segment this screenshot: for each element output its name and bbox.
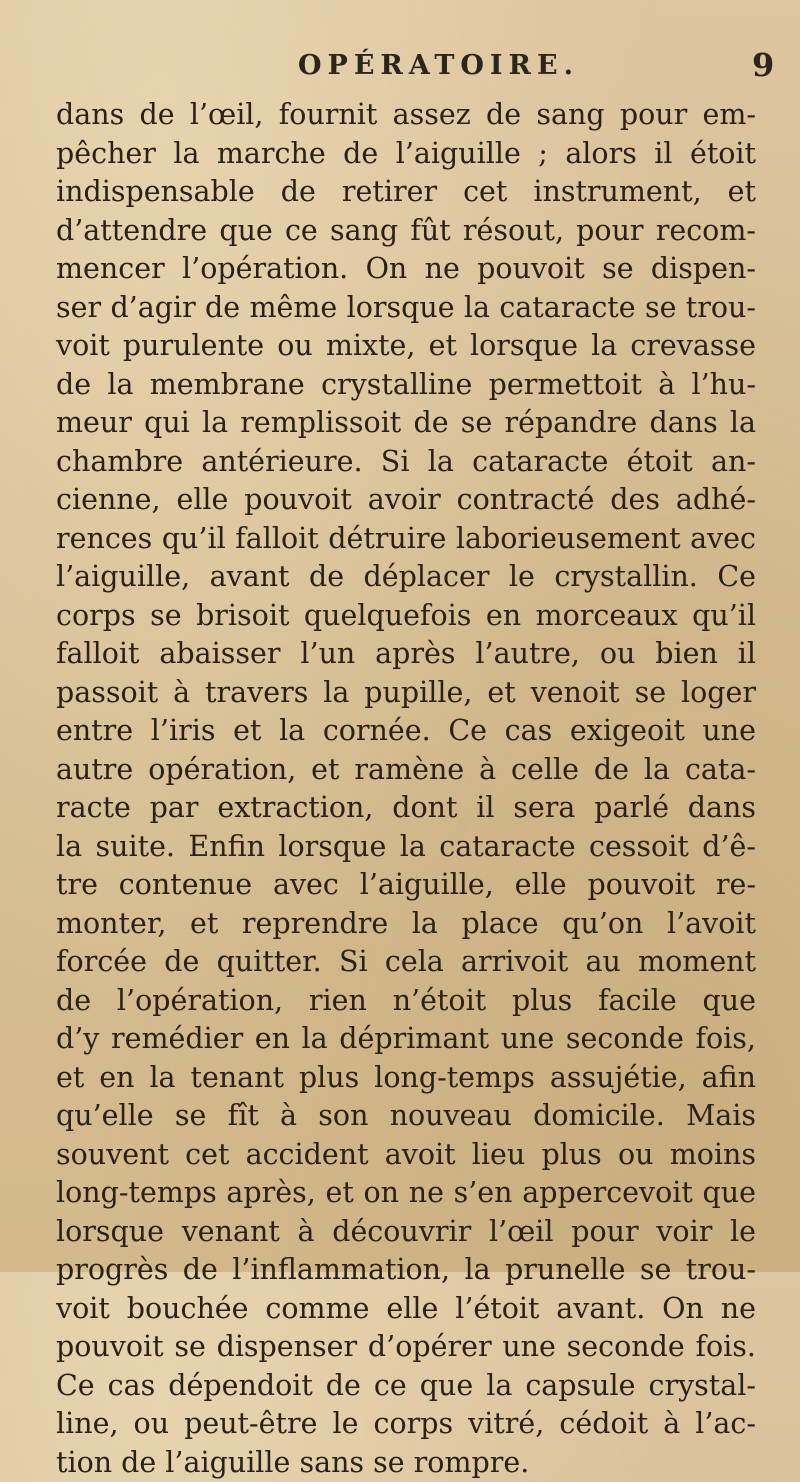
text-line: indispensable de retirer cet instrument, et: [56, 173, 756, 212]
text-line: pêcher la marche de l’aiguille ; alors il étoit: [56, 135, 756, 174]
text-line: voit purulente ou mixte, et lorsque la crevasse: [56, 327, 756, 366]
text-line: Ce cas dépendoit de ce que la capsule crystal-: [56, 1367, 756, 1406]
page-number: 9: [752, 46, 774, 84]
text-line: ser d’agir de même lorsque la cataracte se trou-: [56, 289, 756, 328]
text-line: l’aiguille, avant de déplacer le crystallin. Ce: [56, 558, 756, 597]
text-line: corps se brisoit quelquefois en morceaux qu’il: [56, 597, 756, 636]
text-line: meur qui la remplissoit de se répandre dans la: [56, 404, 756, 443]
text-line: monter, et reprendre la place qu’on l’avoit: [56, 905, 756, 944]
text-line: mencer l’opération. On ne pouvoit se dispen-: [56, 250, 756, 289]
text-line: qu’elle se fît à son nouveau domicile. Mais: [56, 1097, 756, 1136]
body-text: [56, 96, 756, 1482]
text-line: voit bouchée comme elle l’étoit avant. On ne: [56, 1290, 756, 1329]
text-line: lorsque venant à découvrir l’œil pour voir le: [56, 1213, 756, 1252]
text-line: d’attendre que ce sang fût résout, pour recom-: [56, 212, 756, 251]
text-line: de la membrane crystalline permettoit à l’hu-: [56, 366, 756, 405]
text-line: chambre antérieure. Si la cataracte étoit an-: [56, 443, 756, 482]
text-line: falloit abaisser l’un après l’autre, ou bien il: [56, 635, 756, 674]
text-line: de l’opération, rien n’étoit plus facile que: [56, 982, 756, 1021]
text-line: pouvoit se dispenser d’opérer une seconde fois.: [56, 1328, 756, 1367]
text-line: forcée de quitter. Si cela arrivoit au moment: [56, 943, 756, 982]
text-line: la suite. Enfin lorsque la cataracte cessoit d’ê-: [56, 828, 756, 867]
text-line: autre opération, et ramène à celle de la cata-: [56, 751, 756, 790]
text-line: cienne, elle pouvoit avoir contracté des adhé-: [56, 481, 756, 520]
text-line: et en la tenant plus long-temps assujétie, afin: [56, 1059, 756, 1098]
text-line: souvent cet accident avoit lieu plus ou moins: [56, 1136, 756, 1175]
text-line: progrès de l’inflammation, la prunelle se trou-: [56, 1251, 756, 1290]
text-line: rences qu’il falloit détruire laborieusement avec: [56, 520, 756, 559]
text-line: tre contenue avec l’aiguille, elle pouvoit re-: [56, 866, 756, 905]
running-title: OPÉRATOIRE.: [298, 50, 579, 81]
text-line: d’y remédier en la déprimant une seconde fois,: [56, 1020, 756, 1059]
text-line: entre l’iris et la cornée. Ce cas exigeoit une: [56, 712, 756, 751]
text-line: long-temps après, et on ne s’en appercevoit que: [56, 1174, 756, 1213]
text-line: racte par extraction, dont il sera parlé dans: [56, 789, 756, 828]
text-line: passoit à travers la pupille, et venoit se loger: [56, 674, 756, 713]
text-line: dans de l’œil, fournit assez de sang pour em-: [56, 96, 756, 135]
text-line: line, ou peut-être le corps vitré, cédoit à l’ac-: [56, 1405, 756, 1444]
text-line: tion de l’aiguille sans se rompre.: [56, 1444, 756, 1482]
